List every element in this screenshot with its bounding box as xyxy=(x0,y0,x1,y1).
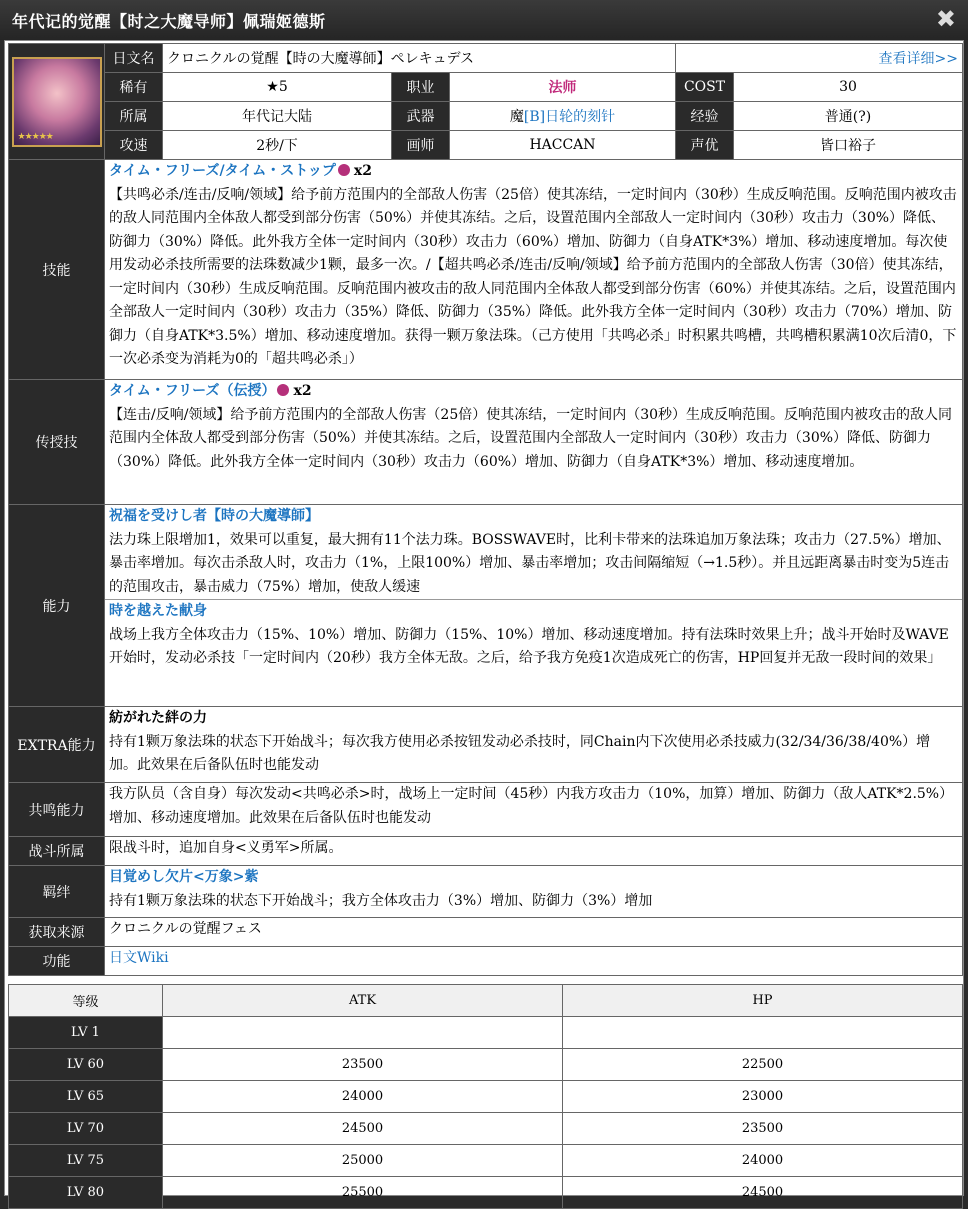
orb-icon xyxy=(277,384,289,396)
artist-label: 画师 xyxy=(392,131,450,160)
exp-value: 普通(?) xyxy=(734,102,963,131)
ability-label: 能力 xyxy=(9,505,105,707)
atk-cell xyxy=(163,1017,563,1049)
table-row xyxy=(9,1145,963,1177)
function-cell xyxy=(105,947,963,976)
window-title: 年代记的觉醒【时之大魔导师】佩瑞姬德斯 xyxy=(12,12,326,31)
level-cell: LV 65 xyxy=(9,1081,163,1113)
level-table xyxy=(8,984,963,1209)
skill-text: 【共鸣必杀/连击/反响/领域】给予前方范围内的全部敌人伤害（25倍）使其冻结，一定时间内（30秒）生成反响范围。反响范围内被攻击的敌人同范围内全体敌人都受到部分伤害（50%）并使其冻结。之后，设置范围内全部敌人一定时间内（30秒）攻击力（30%）降低、防御力（30%）降低。此外我方全体一定时间内（30秒）攻击力（60%）增加、防御力（自身ATK*3%）增加、移动速度增加。每次使用发动必杀技所需要的法珠数减少1颗，最多一次。/【超共鸣必杀/连击/反响/领域】给予前方范围内的全部敌人伤害（30倍）使其冻结，一定时间内（30秒）生成反响范围。反响范围内被攻击的敌人同范围内全体敌人都受到部分伤害（60%）并使其冻结。之后，设置范围内全部敌人一定时间内（30秒）攻击力（35%）降低、防御力（35%）降低。此外我方全体一定时间内（30秒）攻击力（70%）增加、防御力（自身ATK*3.5%）增加、移动速度增加。获得一颗万象法珠。（己方使用「共鸣必杀」时积累共鸣槽，共鸣槽积累满10次后清0，下一次必杀变为消耗为0的「超共鸣必杀」） xyxy=(109,186,957,367)
table-row xyxy=(9,1081,963,1113)
atk-cell: 23500 xyxy=(163,1049,563,1081)
artist-value: HACCAN xyxy=(450,131,676,160)
hp-cell: 23500 xyxy=(563,1113,963,1145)
rarity-stars-icon: ★★★★★ xyxy=(17,131,53,142)
hp-cell: 24000 xyxy=(563,1145,963,1177)
function-label: 功能 xyxy=(9,947,105,976)
atk-cell: 24000 xyxy=(163,1081,563,1113)
avatar xyxy=(9,44,105,160)
transfer-name: タイム・フリーズ（伝授） xyxy=(109,383,276,399)
ability-cell xyxy=(105,505,963,707)
bond-name: 目覚めし欠片<万象>紫 xyxy=(109,869,259,885)
voice-value: 皆口裕子 xyxy=(734,131,963,160)
extra-label: EXTRA能力 xyxy=(9,707,105,783)
hp-header: HP xyxy=(563,985,963,1017)
ability1-text: 法力珠上限增加1，效果可以重复，最大拥有11个法力珠。BOSSWAVE时，比利卡带来的法珠追加万象法珠；攻击力（27.5%）增加、暴击率增加。每次击杀敌人时，攻击力（1%，上限100%）增加、暴击率增加；攻击间隔缩短（→1.5秒）。并且远距离暴击时变为5连击的范围攻击，暴击威力（75%）增加，使敌人缓速 xyxy=(109,531,951,595)
transfer-text: 【连击/反响/领域】给予前方范围内的全部敌人伤害（25倍）使其冻结，一定时间内（30秒）生成反响范围。反响范围内被攻击的敌人同范围内全体敌人都受到部分伤害（50%）并使其冻结。之后，设置范围内全部敌人一定时间内（30秒）攻击力（30%）降低、防御力（30%）降低。此外我方全体一定时间内（30秒）攻击力（60%）增加、防御力（自身ATK*3%）增加、移动速度增加。 xyxy=(109,406,953,470)
speed-label: 攻速 xyxy=(105,131,163,160)
level-cell: LV 80 xyxy=(9,1177,163,1209)
cost-value: 30 xyxy=(734,73,963,102)
character-portrait xyxy=(12,57,102,147)
atk-cell: 24500 xyxy=(163,1113,563,1145)
hp-cell: 22500 xyxy=(563,1049,963,1081)
transfer-cell xyxy=(105,380,963,505)
weapon-value xyxy=(450,102,676,131)
jp-name-label: 日文名 xyxy=(105,44,163,73)
speed-value: 2秒/下 xyxy=(163,131,392,160)
atk-header: ATK xyxy=(163,985,563,1017)
level-cell: LV 1 xyxy=(9,1017,163,1049)
skill-label: 技能 xyxy=(9,160,105,380)
ability1-name: 祝福を受けし者【時の大魔導師】 xyxy=(109,508,319,524)
atk-cell: 25000 xyxy=(163,1145,563,1177)
table-row xyxy=(9,1049,963,1081)
weapon-label: 武器 xyxy=(392,102,450,131)
rarity-value: ★5 xyxy=(163,73,392,102)
wiki-link[interactable]: 日文Wiki xyxy=(109,950,169,966)
details-link[interactable]: 查看详细>> xyxy=(878,51,958,67)
hp-cell: 23000 xyxy=(563,1081,963,1113)
hp-cell xyxy=(563,1017,963,1049)
extra-name: 紡がれた絆の力 xyxy=(109,710,207,726)
extra-cell xyxy=(105,707,963,783)
skill-cell xyxy=(105,160,963,380)
ability2-name: 時を越えた献身 xyxy=(109,603,207,619)
table-row xyxy=(9,1113,963,1145)
title-bar xyxy=(0,0,968,40)
resonance-text: 我方队员（含自身）每次发动<共鸣必杀>时，战场上一定时间（45秒）内我方攻击力（10%，加算）增加、防御力（敌人ATK*2.5%）增加、移动速度增加。此效果在后备队伍时也能发动 xyxy=(105,783,963,837)
info-table xyxy=(8,43,963,976)
level-table-header xyxy=(9,985,963,1017)
resonance-label: 共鸣能力 xyxy=(9,783,105,837)
weapon-prefix: 魔 xyxy=(509,109,524,125)
bond-text: 持有1颗万象法珠的状态下开始战斗；我方全体攻击力（3%）增加、防御力（3%）增加 xyxy=(109,892,653,909)
bond-cell xyxy=(105,866,963,918)
affiliation-value: 年代记大陆 xyxy=(163,102,392,131)
atk-cell: 25500 xyxy=(163,1177,563,1209)
transfer-multiplier: x2 xyxy=(293,383,312,399)
skill-multiplier: x2 xyxy=(353,163,372,179)
voice-label: 声优 xyxy=(676,131,734,160)
table-row xyxy=(9,1177,963,1209)
orb-icon xyxy=(338,164,350,176)
content-panel xyxy=(4,40,964,1200)
class-value: 法师 xyxy=(450,73,676,102)
affiliation-label: 所属 xyxy=(105,102,163,131)
level-cell: LV 70 xyxy=(9,1113,163,1145)
hp-cell: 24500 xyxy=(563,1177,963,1209)
battle-text: 限战斗时，追加自身<义勇军>所属。 xyxy=(105,837,963,866)
battle-label: 战斗所属 xyxy=(9,837,105,866)
source-text: クロニクルの覚醒フェス xyxy=(105,918,963,947)
level-cell: LV 60 xyxy=(9,1049,163,1081)
rarity-label: 稀有 xyxy=(105,73,163,102)
bond-label: 羁绊 xyxy=(9,866,105,918)
jp-name-value: クロニクルの覚醒【時の大魔導師】ペレキュデス xyxy=(163,44,676,73)
level-cell: LV 75 xyxy=(9,1145,163,1177)
close-icon[interactable]: ✖ xyxy=(935,5,956,33)
ability2-text: 战场上我方全体攻击力（15%、10%）增加、防御力（15%、10%）增加、移动速度增加。持有法珠时效果上升；战斗开始时及WAVE开始时，发动必杀技「一定时间内（20秒）我方全体无敌。之后，给予我方免疫1次造成死亡的伤害，HP回复并无敌一段时间的效果」 xyxy=(109,626,949,666)
exp-label: 经验 xyxy=(676,102,734,131)
level-header: 等级 xyxy=(9,985,163,1017)
class-label: 职业 xyxy=(392,73,450,102)
extra-text: 持有1颗万象法珠的状态下开始战斗；每次我方使用必杀按钮发动必杀技时，同Chain内下次使用必杀技威力(32/34/36/38/40%）增加。此效果在后备队伍时也能发动 xyxy=(109,733,931,773)
skill-name: タイム・フリーズ/タイム・ストップ xyxy=(109,163,336,179)
source-label: 获取来源 xyxy=(9,918,105,947)
transfer-label: 传授技 xyxy=(9,380,105,505)
cost-label: COST xyxy=(676,73,734,102)
table-row xyxy=(9,1017,963,1049)
weapon-link[interactable]: [B]日轮的刻针 xyxy=(523,109,616,125)
